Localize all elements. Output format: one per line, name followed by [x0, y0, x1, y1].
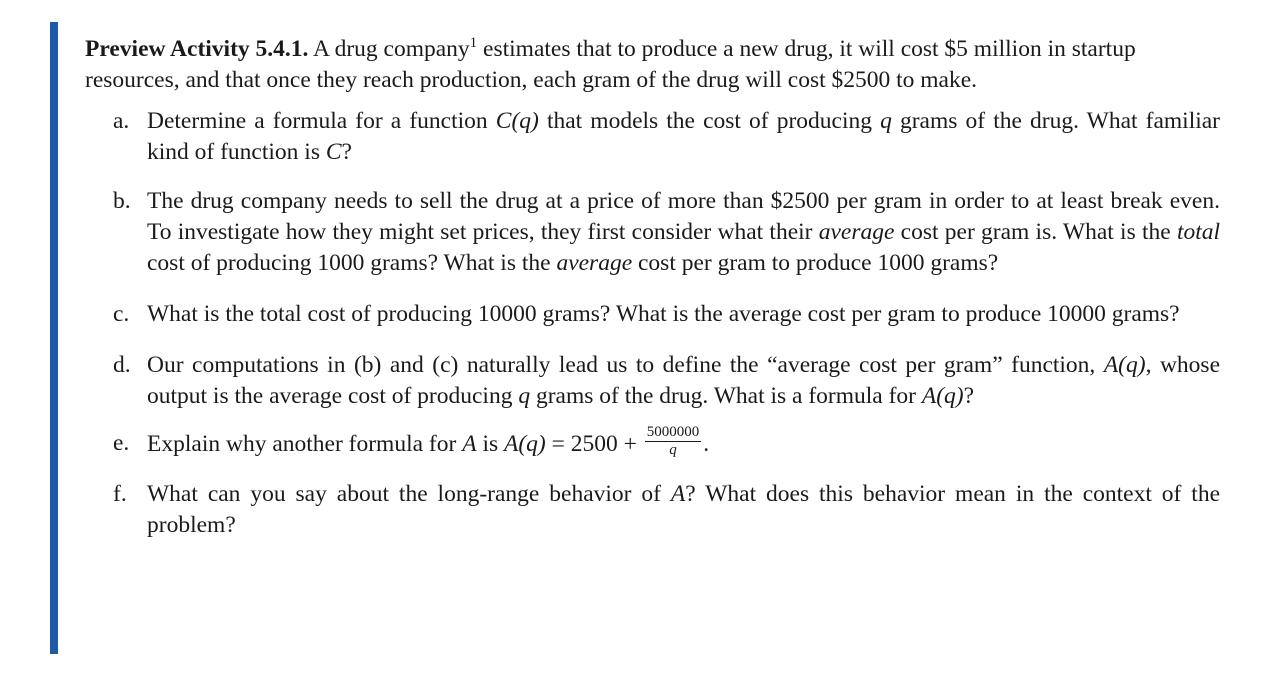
math-expression: A(q): [504, 430, 546, 457]
question-text: What is the total cost of producing 10000 grams? What is the average cost per gram to produce 10000 grams?: [147, 301, 1180, 327]
question-text: Explain why another formula for: [147, 430, 457, 457]
math-expression: A(q): [1103, 352, 1146, 378]
question-list: [85, 106, 1220, 541]
fraction: [645, 424, 702, 459]
math-expression: A(q): [921, 383, 964, 409]
activity-accent-bar: [50, 22, 58, 654]
math-operator: = 2500 +: [551, 430, 637, 457]
question-text: , whose output is the average cost of producing: [147, 352, 1220, 409]
activity-title: Preview Activity 5.4.1.: [85, 36, 309, 62]
math-variable: A: [462, 430, 477, 457]
question-letter: f.: [113, 481, 127, 507]
math-variable: q: [518, 383, 531, 409]
fraction-numerator: 5000000: [646, 424, 700, 440]
math-variable: q: [880, 108, 892, 134]
emphasis-text: average: [818, 219, 895, 245]
emphasis-text: total: [1176, 219, 1221, 245]
question-text: ?: [341, 139, 352, 165]
question-text: ?: [963, 383, 975, 409]
emphasis-text: average: [556, 250, 633, 276]
question-text: ? What does this behavior mean in the context of the problem?: [147, 481, 1221, 538]
question-text: grams of the drug. What is a formula for: [535, 383, 916, 409]
question-d: [85, 350, 1220, 412]
question-b: [85, 186, 1220, 279]
question-text: cost per gram is. What is the: [900, 219, 1171, 245]
question-text: cost per gram to produce 1000 grams?: [638, 250, 999, 276]
footnote-marker[interactable]: 1: [469, 35, 478, 52]
math-expression: C(q): [495, 108, 539, 134]
question-text: cost of producing 1000 grams? What is the: [147, 250, 551, 276]
question-text: .: [703, 430, 710, 457]
question-f: [85, 479, 1220, 541]
question-letter: d.: [113, 352, 131, 378]
question-text: that models the cost of producing: [546, 108, 873, 134]
intro-text-a: A drug company: [313, 36, 470, 62]
question-text: Determine a formula for a function: [147, 108, 488, 134]
question-letter: c.: [113, 301, 130, 327]
question-text: Our computations in (b) and (c) naturally lead us to define the “average cost per gram” function,: [147, 352, 1096, 378]
activity-intro: [85, 34, 1220, 96]
question-e: [85, 424, 1220, 463]
question-letter: b.: [113, 188, 131, 214]
fraction-denominator: q: [669, 442, 677, 458]
math-variable: A: [670, 481, 686, 507]
activity-block: [85, 34, 1220, 541]
question-text: The drug company needs to sell the drug at a price of more than $2500 per gram in order to at least break even. To investigate how they might set prices, they first consider what their: [147, 188, 1220, 245]
question-text: grams of the drug. What familiar kind of function is: [147, 108, 1221, 165]
question-letter: a.: [113, 108, 130, 134]
math-variable: C: [325, 139, 342, 165]
intro-text-b: estimates that to produce a new drug, it will cost $5 million in startup resources, and that once they reach production, each gram of the drug will cost $2500 to make.: [85, 36, 1136, 93]
question-a: [85, 106, 1220, 168]
question-text: is: [482, 430, 499, 457]
question-text: What can you say about the long-range behavior of: [147, 481, 661, 507]
question-letter: e.: [113, 430, 130, 456]
question-c: [85, 299, 1220, 330]
